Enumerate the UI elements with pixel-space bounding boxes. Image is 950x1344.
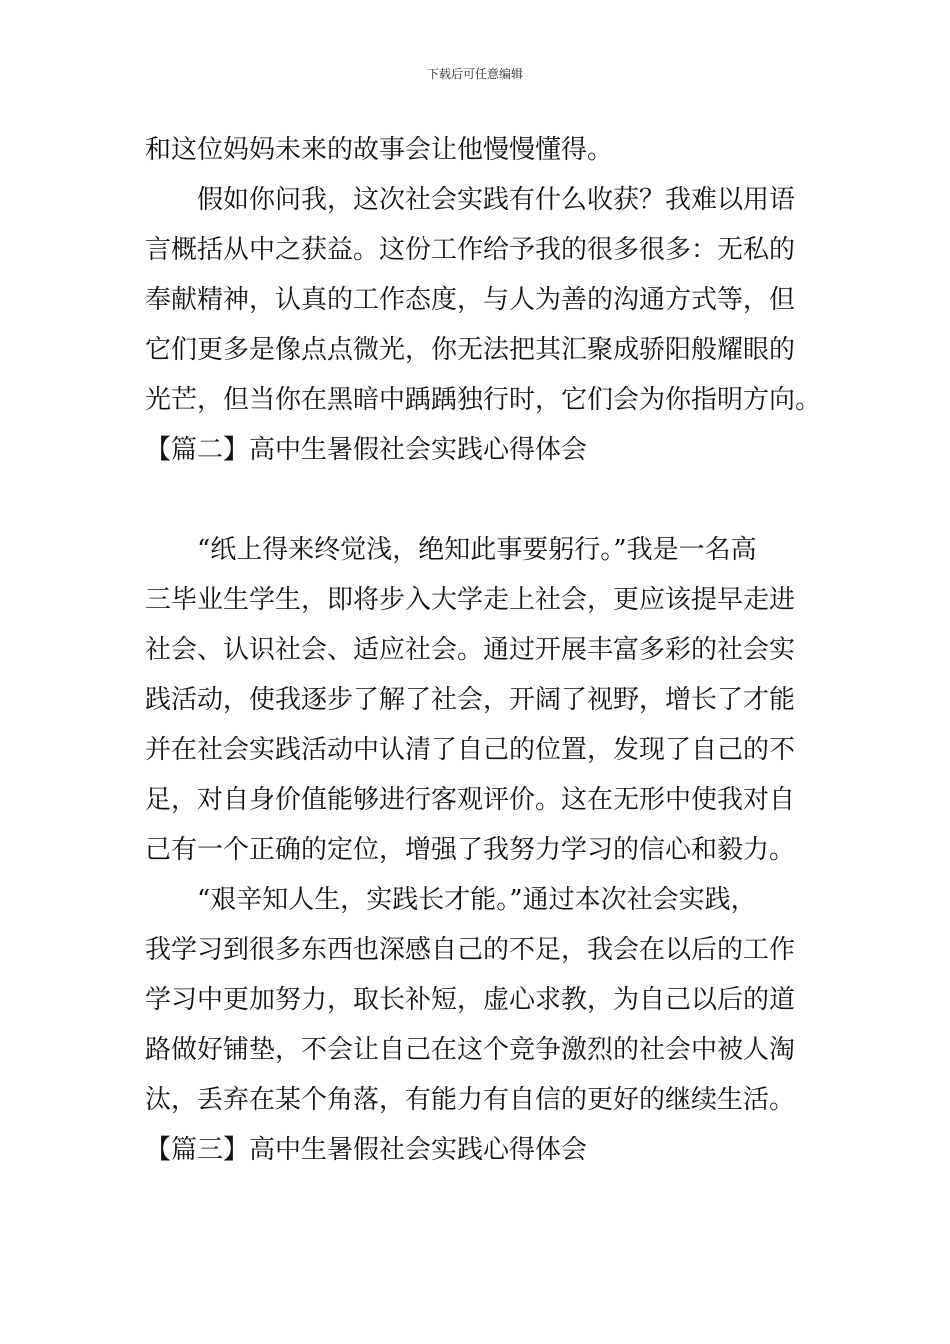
text-line: 己有一个正确的定位，增强了我努力学习的信心和毅力。 [145,835,796,865]
text-line: 社会、认识社会、适应社会。通过开展丰富多彩的社会实 [145,635,796,665]
text-line: 光芒，但当你在黑暗中踽踽独行时，它们会为你指明方向。 [145,385,822,415]
text-line: 学习中更加努力，取长补短，虚心求教，为自己以后的道 [145,985,796,1015]
text-line: 它们更多是像点点微光，你无法把其汇聚成骄阳般耀眼的 [145,335,796,365]
text-line: 路做好铺垫，不会让自己在这个竞争激烈的社会中被人淘 [145,1035,796,1065]
page-header: 下载后可任意编辑 [426,67,523,81]
text-line: 践活动，使我逐步了解了社会，开阔了视野，增长了才能 [145,685,796,715]
section-heading-3: 【篇三】高中生暑假社会实践心得体会 [145,1135,588,1165]
text-line: 言概括从中之获益。这份工作给予我的很多很多：无私的 [145,235,796,265]
text-line: 假如你问我，这次社会实践有什么收获？我难以用语 [197,185,796,215]
text-line: 并在社会实践活动中认清了自己的位置，发现了自己的不 [145,735,796,765]
text-line: 三毕业生学生，即将步入大学走上社会，更应该提早走进 [145,585,796,615]
text-line: “艰辛知人生，实践长才能。”通过本次社会实践， [197,885,757,915]
text-line: 汰，丢弃在某个角落，有能力有自信的更好的继续生活。 [145,1085,796,1115]
blank-line [145,475,810,525]
text-line: 奉献精神，认真的工作态度，与人为善的沟通方式等，但 [145,285,796,315]
document-body [145,125,822,1175]
text-line: 足，对自身价值能够进行客观评价。这在无形中使我对自 [145,785,796,815]
text-line: 我学习到很多东西也深感自己的不足，我会在以后的工作 [145,935,796,965]
text-line: 和这位妈妈未来的故事会让他慢慢懂得。 [145,135,614,165]
text-line: “纸上得来终觉浅，绝知此事要躬行。”我是一名高 [197,535,757,565]
section-heading-2: 【篇二】高中生暑假社会实践心得体会 [145,435,588,465]
